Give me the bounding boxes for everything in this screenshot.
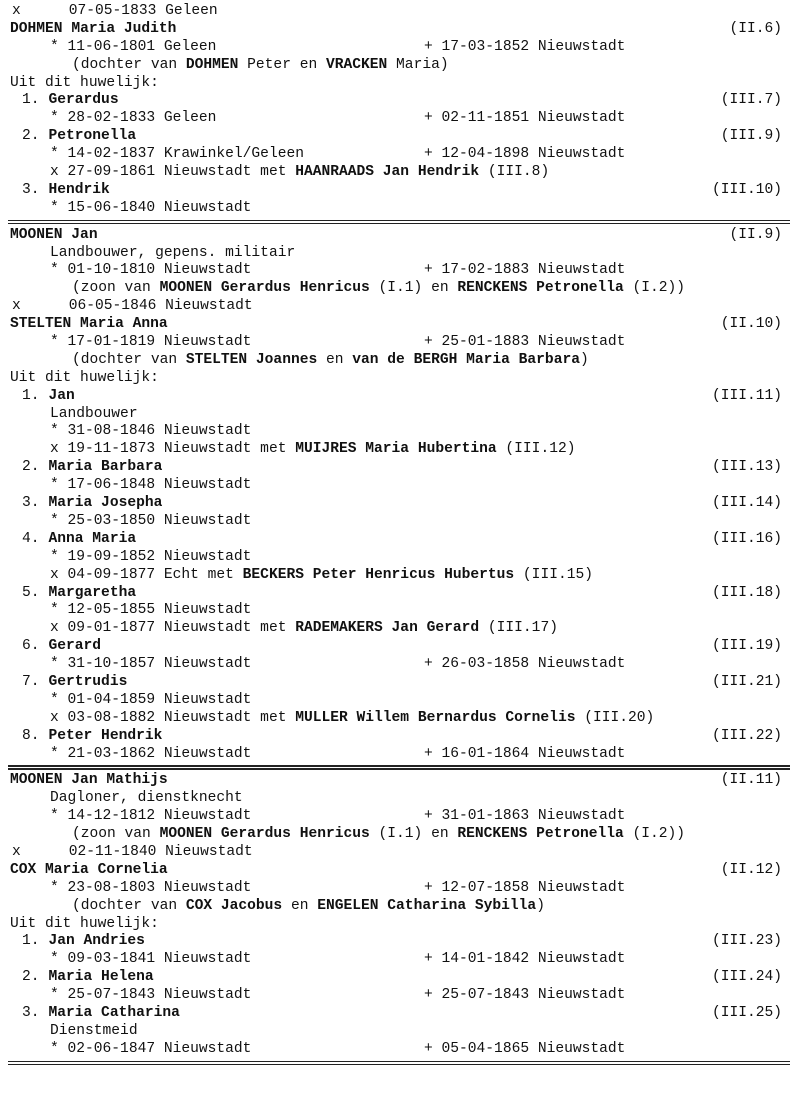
parents-close: ) — [579, 351, 589, 368]
father-given: Peter — [238, 56, 291, 73]
spouse-name: COX Maria Cornelia — [10, 861, 168, 878]
child-ref: (III.16) — [711, 530, 782, 547]
mother-name: ENGELEN Catharina Sybilla — [317, 897, 537, 914]
child-line — [0, 495, 800, 513]
child-ref: (III.14) — [711, 495, 782, 512]
occupation-line — [0, 245, 800, 263]
parents-en: en — [290, 56, 326, 73]
child-ref: (III.10) — [711, 181, 782, 198]
child-name: Petronella — [48, 128, 137, 145]
spouse-line — [0, 21, 800, 39]
child-name: Gerard — [48, 638, 102, 655]
child-line — [0, 128, 800, 146]
child-spouse-ref: (III.15) — [514, 566, 593, 583]
child-death: + 25-07-1843 Nieuwstadt — [424, 987, 626, 1004]
child-line — [0, 459, 800, 477]
child-spouse-name: RADEMAKERS Jan Gerard — [295, 620, 480, 637]
marriage-line — [0, 844, 800, 862]
child-marriage-line — [0, 441, 800, 459]
child-number: 3. — [22, 181, 40, 198]
child-number: 2. — [22, 459, 40, 476]
child-ref: (III.21) — [711, 673, 782, 690]
child-birth-line — [0, 513, 800, 531]
mother-given: Maria — [387, 56, 440, 73]
child-name: Peter Hendrik — [48, 727, 163, 744]
child-name: Gertrudis — [48, 673, 128, 690]
mother-ref: (I.2)) — [623, 280, 686, 297]
child-ref: (III.19) — [711, 638, 782, 655]
child-ref: (III.22) — [711, 727, 782, 744]
child-name: Maria Catharina — [48, 1004, 180, 1021]
child-death: + 05-04-1865 Nieuwstadt — [424, 1040, 626, 1057]
child-birth: * 09-03-1841 Nieuwstadt — [50, 951, 252, 968]
child-ref: (III.24) — [711, 969, 782, 986]
parents-open: (zoon van — [72, 280, 160, 297]
section-divider — [0, 1059, 800, 1068]
child-line — [0, 1005, 800, 1023]
child-birth: * 19-09-1852 Nieuwstadt — [50, 548, 252, 565]
child-number: 2. — [22, 128, 40, 145]
child-birth: * 25-03-1850 Nieuwstadt — [50, 512, 252, 529]
parents-open: (dochter van — [72, 56, 186, 73]
child-line — [0, 728, 800, 746]
father-name: STELTEN Joannes — [185, 351, 318, 368]
child-line — [0, 531, 800, 549]
child-occupation: Landbouwer — [50, 405, 138, 422]
child-birth: * 14-02-1837 Krawinkel/Geleen — [50, 146, 304, 163]
child-death: + 16-01-1864 Nieuwstadt — [424, 745, 626, 762]
child-name: Jan — [48, 387, 75, 404]
spouse-death: + 25-01-1883 Nieuwstadt — [424, 334, 626, 351]
child-birth-line — [0, 602, 800, 620]
child-birth-line — [0, 146, 800, 164]
head-birth-line — [0, 808, 800, 826]
head-ref: (II.9) — [729, 226, 782, 243]
father-name: COX Jacobus — [185, 897, 283, 914]
child-name: Hendrik — [48, 181, 110, 198]
mother-name: RENCKENS Petronella — [457, 280, 624, 297]
child-birth: * 31-10-1857 Nieuwstadt — [50, 656, 252, 673]
spouse-parents-line — [0, 57, 800, 75]
child-marriage-line — [0, 620, 800, 638]
child-name: Gerardus — [48, 92, 119, 109]
child-birth: * 15-06-1840 Nieuwstadt — [50, 199, 252, 216]
child-birth-line — [0, 110, 800, 128]
parents-en: en — [422, 826, 458, 843]
head-birth: * 01-10-1810 Nieuwstadt — [50, 262, 252, 279]
child-birth-line — [0, 987, 800, 1005]
mother-surname: VRACKEN — [325, 56, 388, 73]
child-number: 7. — [22, 673, 40, 690]
child-occupation: Dienstmeid — [50, 1022, 138, 1039]
head-parents-line — [0, 826, 800, 844]
marriage-symbol: x — [12, 298, 21, 315]
child-marriage: x 03-08-1882 Nieuwstadt met — [50, 709, 296, 726]
parents-open: (zoon van — [72, 826, 160, 843]
spouse-parents-line — [0, 898, 800, 916]
child-birth: * 17-06-1848 Nieuwstadt — [50, 477, 252, 494]
head-death: + 31-01-1863 Nieuwstadt — [424, 808, 626, 825]
child-marriage-line — [0, 164, 800, 182]
child-name: Maria Josepha — [48, 495, 163, 512]
head-birth-line — [0, 262, 800, 280]
spouse-surname: DOHMEN — [10, 20, 63, 37]
child-number: 1. — [22, 933, 40, 950]
child-line — [0, 969, 800, 987]
child-birth-line — [0, 692, 800, 710]
child-marriage-line — [0, 567, 800, 585]
child-spouse-ref: (III.12) — [496, 441, 576, 458]
head-parents-line — [0, 280, 800, 298]
child-birth-line — [0, 951, 800, 969]
spouse-birth-line — [0, 334, 800, 352]
parents-en: en — [317, 351, 353, 368]
child-marriage: x 19-11-1873 Nieuwstadt met — [50, 441, 296, 458]
parents-en: en — [282, 897, 318, 914]
marriage-date: 02-11-1840 Nieuwstadt — [68, 843, 253, 860]
child-line — [0, 388, 800, 406]
child-birth-line — [0, 477, 800, 495]
occupation: Landbouwer, gepens. militair — [50, 244, 296, 261]
spouse-birth-line — [0, 39, 800, 57]
child-line — [0, 674, 800, 692]
parents-en: en — [422, 280, 458, 297]
spouse-given-name: Maria Judith — [71, 20, 177, 37]
children-heading — [0, 75, 800, 93]
child-death: + 26-03-1858 Nieuwstadt — [424, 656, 626, 673]
children-heading — [0, 370, 800, 388]
child-ref: (III.18) — [711, 584, 782, 601]
child-line — [0, 182, 800, 200]
child-ref: (III.11) — [711, 387, 782, 404]
child-birth-line — [0, 746, 800, 764]
head-name: MOONEN Jan Mathijs — [10, 772, 168, 789]
child-occupation-line — [0, 406, 800, 424]
children-heading-text: Uit dit huwelijk: — [10, 915, 159, 932]
children-heading-text: Uit dit huwelijk: — [10, 74, 159, 91]
father-ref: (I.1) — [369, 280, 423, 297]
child-spouse-name: MUIJRES Maria Hubertina — [295, 441, 497, 458]
spouse-name: STELTEN Maria Anna — [10, 316, 168, 333]
child-birth: * 28-02-1833 Geleen — [50, 110, 217, 127]
head-birth: * 14-12-1812 Nieuwstadt — [50, 808, 252, 825]
child-spouse-name: BECKERS Peter Henricus Hubertus — [242, 566, 515, 583]
child-number: 4. — [22, 530, 40, 547]
children-heading — [0, 916, 800, 934]
mother-name: van de BERGH Maria Barbara — [352, 351, 580, 368]
child-number: 6. — [22, 638, 40, 655]
child-spouse-ref: (III.8) — [479, 164, 550, 181]
section-divider — [0, 763, 800, 772]
child-number: 2. — [22, 969, 40, 986]
child-number: 1. — [22, 387, 40, 404]
child-birth: * 21-03-1862 Nieuwstadt — [50, 745, 252, 762]
head-line — [0, 227, 800, 245]
child-ref: (III.13) — [711, 459, 782, 476]
child-marriage: x 04-09-1877 Echt met — [50, 566, 243, 583]
child-spouse-ref: (III.17) — [479, 620, 558, 637]
child-birth: * 12-05-1855 Nieuwstadt — [50, 602, 252, 619]
genealogy-page — [0, 3, 800, 1068]
child-occupation-line — [0, 1023, 800, 1041]
marriage-line — [0, 3, 800, 21]
child-name: Jan Andries — [48, 933, 145, 950]
child-number: 3. — [22, 1004, 40, 1021]
spouse-birth: * 23-08-1803 Nieuwstadt — [50, 879, 252, 896]
marriage-date: 07-05-1833 Geleen — [68, 3, 218, 19]
spouse-birth: * 11-06-1801 Geleen — [50, 38, 217, 55]
child-birth: * 31-08-1846 Nieuwstadt — [50, 423, 252, 440]
spouse-line — [0, 316, 800, 334]
child-name: Anna Maria — [48, 530, 137, 547]
spouse-death: + 12-07-1858 Nieuwstadt — [424, 879, 626, 896]
child-line — [0, 92, 800, 110]
child-name: Maria Helena — [48, 969, 154, 986]
mother-name: RENCKENS Petronella — [457, 826, 624, 843]
head-ref: (II.11) — [720, 772, 782, 789]
child-spouse-name: HAANRAADS Jan Hendrik — [295, 164, 480, 181]
spouse-ref: (II.10) — [720, 316, 782, 333]
father-name: MOONEN Gerardus Henricus — [159, 826, 370, 843]
child-birth-line — [0, 549, 800, 567]
child-number: 1. — [22, 92, 40, 109]
child-birth-line — [0, 200, 800, 218]
head-name: MOONEN Jan — [10, 226, 98, 243]
marriage-symbol: x — [12, 3, 21, 19]
child-marriage: x 27-09-1861 Nieuwstadt met — [50, 164, 296, 181]
child-ref: (III.25) — [711, 1004, 782, 1021]
section-divider — [0, 218, 800, 227]
child-birth-line — [0, 423, 800, 441]
parents-open: (dochter van — [72, 897, 186, 914]
child-line — [0, 638, 800, 656]
child-birth: * 02-06-1847 Nieuwstadt — [50, 1040, 252, 1057]
head-death: + 17-02-1883 Nieuwstadt — [424, 262, 626, 279]
parents-open: (dochter van — [72, 351, 186, 368]
child-death: + 02-11-1851 Nieuwstadt — [424, 110, 626, 127]
child-ref: (III.9) — [720, 128, 782, 145]
spouse-parents-line — [0, 352, 800, 370]
child-death: + 14-01-1842 Nieuwstadt — [424, 951, 626, 968]
father-ref: (I.1) — [369, 826, 423, 843]
child-number: 5. — [22, 584, 40, 601]
child-number: 8. — [22, 727, 40, 744]
child-ref: (III.23) — [711, 933, 782, 950]
child-line — [0, 933, 800, 951]
child-birth: * 25-07-1843 Nieuwstadt — [50, 987, 252, 1004]
marriage-symbol: x — [12, 843, 21, 860]
child-birth-line — [0, 1041, 800, 1059]
child-birth: * 01-04-1859 Nieuwstadt — [50, 691, 252, 708]
parents-close: ) — [536, 897, 545, 914]
spouse-ref: (II.12) — [720, 861, 782, 878]
child-marriage: x 09-01-1877 Nieuwstadt met — [50, 620, 296, 637]
spouse-ref: (II.6) — [729, 20, 782, 37]
child-line — [0, 585, 800, 603]
spouse-birth-line — [0, 880, 800, 898]
child-marriage-line — [0, 710, 800, 728]
occupation: Dagloner, dienstknecht — [50, 790, 243, 807]
child-name: Maria Barbara — [48, 459, 163, 476]
child-name: Margaretha — [48, 584, 137, 601]
marriage-date: 06-05-1846 Nieuwstadt — [68, 298, 253, 315]
occupation-line — [0, 790, 800, 808]
marriage-line — [0, 298, 800, 316]
spouse-birth: * 17-01-1819 Nieuwstadt — [50, 334, 252, 351]
child-spouse-ref: (III.20) — [575, 709, 655, 726]
head-line — [0, 772, 800, 790]
child-number: 3. — [22, 495, 40, 512]
father-surname: DOHMEN — [185, 56, 239, 73]
father-name: MOONEN Gerardus Henricus — [159, 280, 370, 297]
child-spouse-name: MULLER Willem Bernardus Cornelis — [295, 709, 576, 726]
spouse-line — [0, 862, 800, 880]
mother-ref: (I.2)) — [623, 826, 686, 843]
parents-close: ) — [439, 56, 449, 73]
child-ref: (III.7) — [720, 92, 782, 109]
spouse-death: + 17-03-1852 Nieuwstadt — [424, 38, 626, 55]
children-heading-text: Uit dit huwelijk: — [10, 369, 159, 386]
child-birth-line — [0, 656, 800, 674]
child-death: + 12-04-1898 Nieuwstadt — [424, 146, 626, 163]
